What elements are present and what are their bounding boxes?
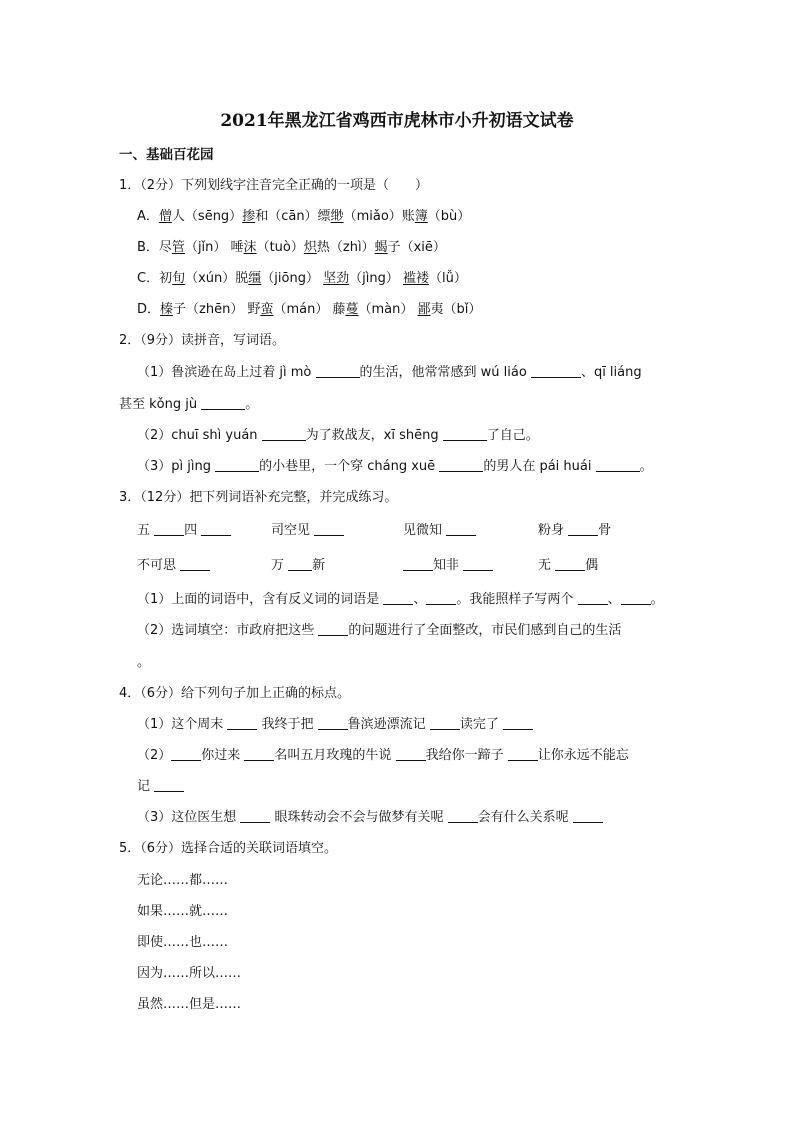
q2-line-4: （3）pì jìng 的小巷里，一个穿 cháng xuē 的男人在 pái huái 。 (137, 459, 653, 474)
exam-title: 2021年黑龙江省鸡西市虎林市小升初语文试卷 (220, 111, 574, 131)
q2-line-1: （1）鲁滨逊在岛上过着 jì mò 的生活，他常常感到 wú liáo 、qī liáng (137, 365, 642, 380)
q3-idiom: 粉身 骨 (538, 523, 612, 538)
q3-idiom: 见微知 (403, 522, 476, 540)
q3-sub-2: （2）选词填空：市政府把这些 的问题进行了全面整改，市民们感到自己的生活 (137, 623, 622, 638)
q4-sentence-2: （2） 你过来 名叫五月玫瑰的牛说 我给你一蹄子 让你永远不能忘 (137, 748, 629, 763)
q2-line-3: （2）chuī shì yuán 为了救战友，xī shēng 了自己。 (137, 428, 539, 443)
q3-idiom-row-1: 五 四 (137, 522, 231, 540)
q1-option-d: D．榛子（zhēn） 野蛮（mán） 藤蔓（màn） 鄙夷（bǐ） (137, 302, 482, 317)
q2-stem: 2．（9分）读拼音，写词语。 (119, 333, 286, 348)
q1-option-a: A．僧人（sēng）掺和（cān）缥缈（miǎo）账簿（bù） (137, 209, 471, 224)
q5-stem: 5．（6分）选择合适的关联词语填空。 (119, 841, 338, 856)
conjunction-item: 无论……都…… (137, 873, 229, 888)
q3-sub-1: （1）上面的词语中，含有反义词的词语是 、 。我能照样子写两个 、 。 (137, 592, 664, 607)
conjunction-item: 因为……所以…… (137, 966, 242, 981)
q1-option-b: B．尽管（jǐn） 唾沫（tuò）炽热（zhì）蝎子（xiē） (137, 240, 446, 255)
q4-sentence-3: （3）这位医生想 眼珠转动会不会与做梦有关呢 会有什么关系呢 (137, 809, 603, 827)
q3-sub-2-end: 。 (137, 655, 151, 670)
q3-stem: 3．（12分）把下列词语补充完整，并完成练习。 (119, 490, 398, 505)
q3-idiom: 不可思 (137, 557, 210, 575)
q3-idiom: 无 偶 (538, 558, 599, 573)
q2-line-2: 甚至 kǒng jù 。 (119, 397, 259, 412)
q4-stem: 4．（6分）给下列句子加上正确的标点。 (119, 686, 351, 701)
section-heading: 一、基础百花园 (119, 147, 214, 163)
conjunction-item: 即使……也…… (137, 935, 229, 950)
q4-sentence-2-end: 记 (137, 778, 184, 796)
conjunction-item: 如果……就…… (137, 904, 229, 919)
q3-idiom: 司空见 (271, 522, 344, 540)
q3-idiom: 万 新 (271, 558, 326, 573)
q1-option-c: C．初旬（xún）脱缰（jiōng） 坚劲（jìng） 褴褛（lǚ） (137, 271, 467, 286)
q3-idiom: 知非 (403, 557, 493, 575)
q1-stem: 1．（2分）下列划线字注音完全正确的一项是（ ） (119, 178, 429, 193)
conjunction-item: 虽然……但是…… (137, 997, 242, 1012)
q4-sentence-1: （1）这个周末 我终于把 鲁滨逊漂流记 读完了 (137, 716, 533, 734)
